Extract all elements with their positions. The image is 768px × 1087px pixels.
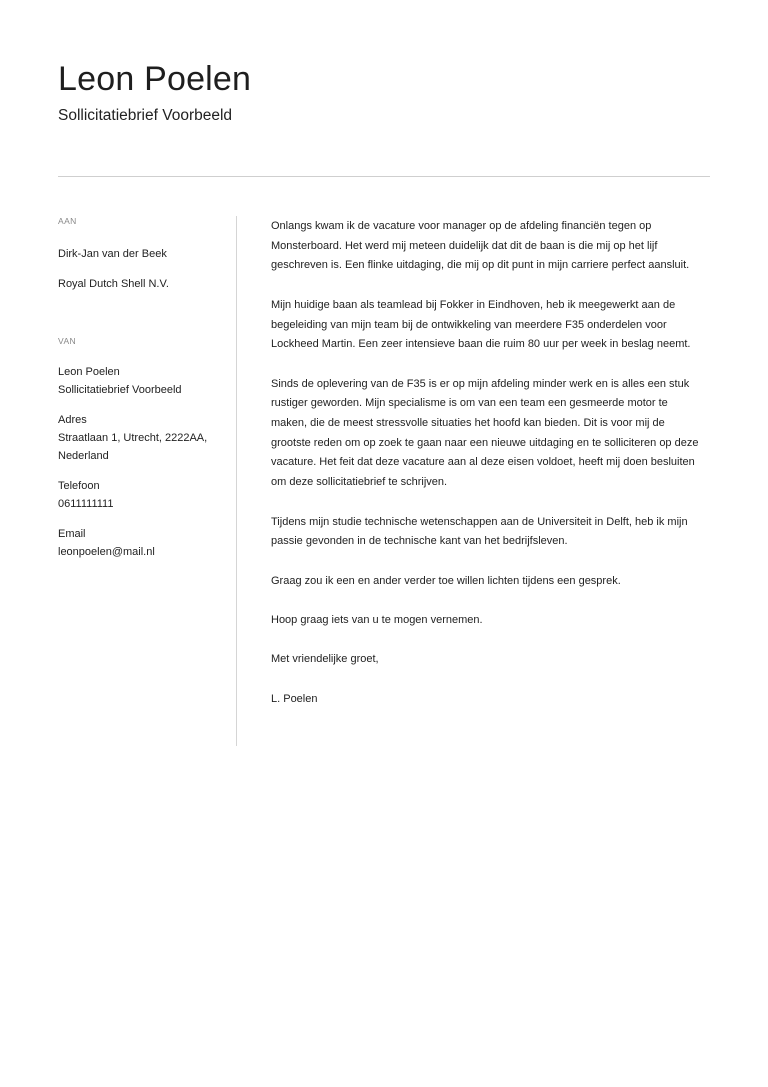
author-name: Leon Poelen [58,60,252,98]
recipient-company: Royal Dutch Shell N.V. [58,278,169,290]
phone-label: Telefoon [58,480,100,492]
address-line-1: Straatlaan 1, Utrecht, 2222AA, [58,432,208,444]
email-label: Email [58,528,86,540]
sender-subtitle: Sollicitatiebrief Voorbeeld [58,384,182,396]
letter-paragraph: Graag zou ik een en ander verder toe willen lichten tijdens een gesprek. [271,574,621,587]
phone-number: 0611111111 [58,498,114,510]
header-divider [58,176,710,177]
letter-paragraph: Hoop graag iets van u te mogen vernemen. [271,613,483,626]
letter-paragraph: Tijdens mijn studie technische wetenschappen aan de Universiteit in Delft, heb ik mijn passie gevonden in de technische kant van het bedrijfsleven. [271,515,688,548]
signature: L. Poelen [271,692,318,705]
column-divider [236,216,237,746]
letter-header [58,56,710,127]
sender-label: VAN [58,336,77,346]
recipient-label: AAN [58,216,77,226]
letter-paragraph: Mijn huidige baan als teamlead bij Fokker in Eindhoven, heb ik meegewerkt aan de begeleiding van mijn team bij de ontwikkeling van meerdere F35 onderdelen voor Lockheed Martin. Een zeer intensieve baan die ruim 80 uur per week in beslag neemt. [271,298,691,351]
sidebar-contact-info [58,214,228,561]
document-subtitle: Sollicitatiebrief Voorbeeld [58,107,233,124]
sender-name: Leon Poelen [58,366,120,378]
letter-paragraph: Onlangs kwam ik de vacature voor manager op de afdeling financiën tegen op Monsterboard. Het werd mij meteen duidelijk dat dit de baan is die mij op het lijf geschreven is. Een flinke uitdaging, die mij op dit punt in mijn carriere perfect aansluit. [271,220,690,272]
address-line-2: Nederland [58,450,109,462]
letter-paragraph: Sinds de oplevering van de F35 is er op mijn afdeling minder werk en is alles een stuk rustiger geworden. Mijn specialisme is om van een team een gesmeerde motor te maken, die de meest stressvolle situaties het hoofd kan bieden. Dit is voor mij de grootste reden om op zoek te gaan naar een nieuwe uitdaging en te solliciteren op deze vacature. Het feit dat deze vacature aan al deze eisen voldoet, heeft mij doen besluiten om deze sollicitatiebrief te schrijven. [271,377,699,489]
closing-greeting: Met vriendelijke groet, [271,653,379,666]
address-label: Adres [58,414,87,426]
recipient-name: Dirk-Jan van der Beek [58,248,167,260]
email-address: leonpoelen@mail.nl [58,546,155,558]
letter-body [271,217,701,729]
